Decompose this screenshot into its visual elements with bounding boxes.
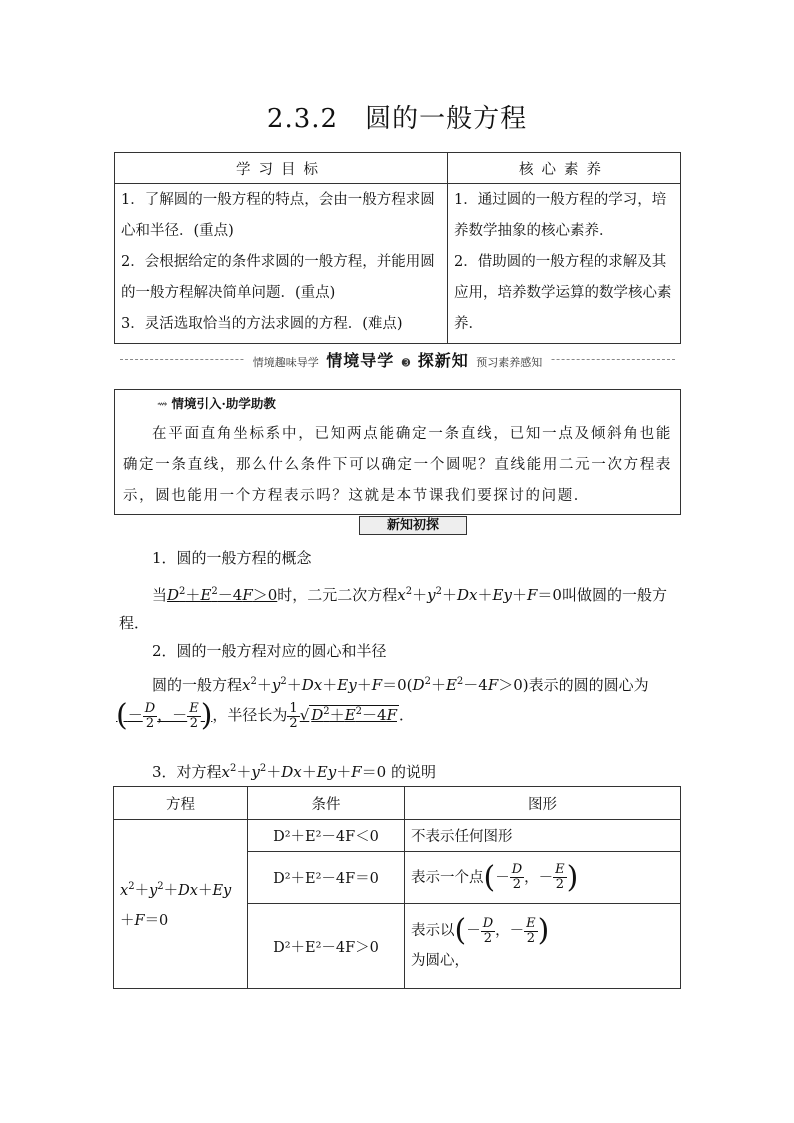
banner-main-b: 探新知 bbox=[417, 351, 469, 370]
sec3-heading-a: 3．对方程 bbox=[152, 763, 222, 781]
figure-tail: 为圆心， bbox=[411, 953, 469, 969]
formula-condition: $D^2+E^2-4F>0$ bbox=[167, 586, 278, 604]
section-banner bbox=[120, 348, 675, 372]
goals-table bbox=[114, 152, 681, 344]
competency-list bbox=[448, 184, 681, 344]
figure-cell: 表示一个点(－ $\frac{D}{2}$ ，－ $\frac{E}{2}$ ) bbox=[405, 852, 681, 904]
sec3-heading-b: 的说明 bbox=[390, 763, 436, 781]
header-equation: 方程 bbox=[114, 787, 248, 820]
formula-center: (－ $\frac{D}{2}$ ，－ $\frac{E}{2}$ ) bbox=[116, 698, 213, 733]
figure-cell: 不表示任何图形 bbox=[405, 820, 681, 852]
competency-item: 1．通过圆的一般方程的学习，培养数学抽象的核心素养． bbox=[454, 192, 667, 239]
sec2-t2: 表示的圆的圆心为 bbox=[528, 676, 649, 694]
condition-cell: D²＋E²－4F＞0 bbox=[248, 904, 405, 989]
sec1-t1: 当 bbox=[152, 586, 168, 604]
formula-general: $x^2+y^2+Dx+Ey+F=0$ bbox=[397, 586, 562, 604]
intro-header: 情境引入·助学助教 bbox=[171, 396, 276, 411]
intro-box bbox=[114, 389, 681, 515]
condition-cell: D²＋E²－4F＝0 bbox=[248, 852, 405, 904]
sec2-t1: 圆的一般方程 bbox=[152, 676, 243, 694]
goal-item: 3．灵活选取恰当的方法求圆的方程．(难点) bbox=[121, 316, 403, 332]
sec2-line2 bbox=[116, 700, 414, 748]
goals-header: 学习目标 bbox=[115, 153, 448, 184]
banner-main-a: 情境导学 bbox=[326, 351, 395, 370]
goals-list bbox=[115, 184, 448, 344]
section-tag: 新知初探 bbox=[359, 516, 467, 535]
condition-cell: D²＋E²－4F＜0 bbox=[248, 820, 405, 852]
competency-item: 2．借助圆的一般方程的求解及其应用，培养数学运算的数学核心素养． bbox=[454, 254, 672, 332]
banner-left-text: 情境趣味导学 bbox=[249, 356, 323, 369]
sec1-t2: 时，二元二次方程 bbox=[277, 586, 398, 604]
sec2-t3: ，半径长为 bbox=[212, 706, 288, 724]
arrow-circle-icon: ➌ bbox=[398, 358, 414, 369]
figure-text: 表示一个点 bbox=[411, 869, 484, 886]
intro-text: 在平面直角坐标系中，已知两点能确定一条直线，已知一点及倾斜角也能确定一条直线，那么什么条件下可以确定一个圆呢？直线能用二元一次方程表示，圆也能用一个方程表示吗？这就是本节课我们要探讨的问题． bbox=[123, 426, 672, 504]
sec1-t3: 叫做圆的一般方程． bbox=[119, 586, 667, 632]
equation-cell: $x^2+y^2+Dx+Ey$ ＋F＝0 bbox=[114, 820, 248, 989]
figure-cell: 表示以(－ $\frac{D}{2}$ ，－ $\frac{E}{2}$ ) 为圆心， bbox=[405, 904, 681, 989]
conditions-table bbox=[113, 786, 681, 989]
sec2-line1 bbox=[152, 670, 649, 697]
formula-general-2: $x^2+y^2+Dx+Ey+F=0$ bbox=[221, 763, 391, 781]
banner-right-text: 预习素养感知 bbox=[472, 356, 546, 369]
sec2-heading: 2．圆的一般方程对应的圆心和半径 bbox=[152, 642, 387, 660]
arrows-icon: ⇝ bbox=[157, 396, 168, 411]
goal-item: 1．了解圆的一般方程的特点，会由一般方程求圆心和半径．(重点) bbox=[121, 192, 435, 239]
header-figure: 图形 bbox=[405, 787, 681, 820]
figure-text: 表示以 bbox=[411, 923, 455, 939]
formula-radius: $\frac{1}{2}$ √ $D^2+E^2-4F$ bbox=[289, 700, 397, 731]
sec3-heading bbox=[152, 757, 436, 784]
sec1-text bbox=[119, 578, 681, 637]
competency-header: 核心素养 bbox=[448, 153, 681, 184]
goal-item: 2．会根据给定的条件求圆的一般方程，并能用圆的一般方程解决简单问题．(重点) bbox=[121, 254, 435, 301]
header-condition: 条件 bbox=[248, 787, 405, 820]
sec1-heading: 1．圆的一般方程的概念 bbox=[152, 549, 312, 567]
sec2-t4: ． bbox=[398, 706, 414, 724]
page-title: 2.3.2 圆的一般方程 bbox=[266, 104, 528, 134]
formula-general-cond: $x^2+y^2+Dx+Ey+F=0(D^2+E^2-4F>0)$ bbox=[242, 676, 529, 694]
